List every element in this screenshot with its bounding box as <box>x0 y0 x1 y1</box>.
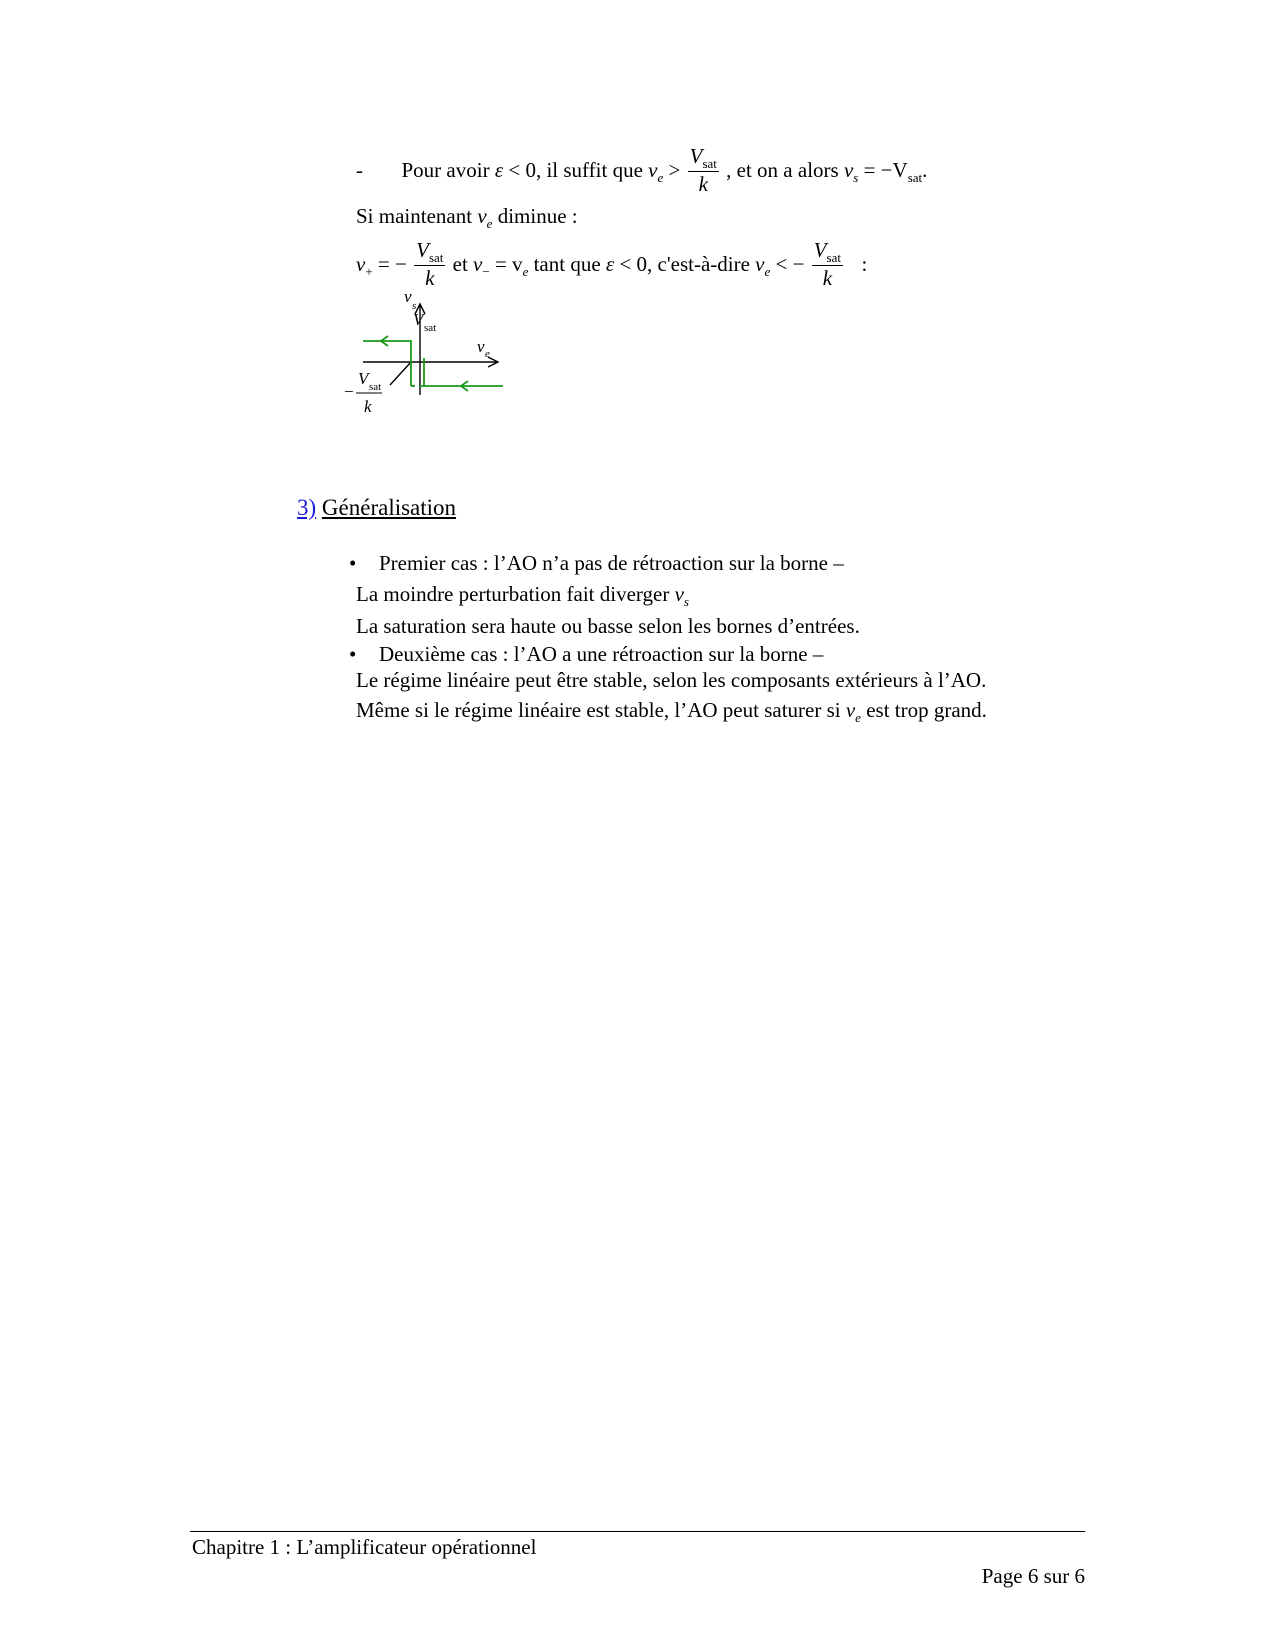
list-item <box>349 642 823 667</box>
var: v <box>477 204 487 228</box>
subscript: sat <box>907 169 923 185</box>
item-line <box>356 668 986 693</box>
subscript: e <box>855 710 861 725</box>
fraction <box>688 144 719 196</box>
subscript: sat <box>424 322 437 334</box>
subscript: e <box>485 348 490 360</box>
text: . <box>922 157 928 182</box>
var: k <box>698 172 708 196</box>
list-item <box>349 551 844 576</box>
footer-divider <box>190 1531 1085 1532</box>
text: < 0 <box>619 251 648 276</box>
section-heading <box>297 495 456 521</box>
ve-label: v <box>477 337 485 356</box>
var: V <box>416 238 429 262</box>
bullet-icon: • <box>349 642 357 666</box>
threshold-label: V <box>358 369 369 388</box>
text: Même si le régime linéaire est stable, l’AO peut saturer si <box>356 698 841 722</box>
subscript: e <box>657 169 664 185</box>
item-text: Deuxième cas : l’AO a une rétroaction sur la borne – <box>379 642 824 666</box>
var: v <box>473 251 483 276</box>
subscript: sat <box>826 250 841 265</box>
decrease-line <box>356 204 578 229</box>
diagonal-line <box>390 362 411 385</box>
subscript: s <box>853 169 859 185</box>
var: V <box>813 238 827 262</box>
section-number-link[interactable]: 3) <box>297 495 317 520</box>
epsilon: ε <box>605 251 615 276</box>
text: , et on a alors <box>726 157 839 182</box>
subscript: s <box>683 594 689 609</box>
var: V <box>689 144 703 168</box>
text: La moindre perturbation fait diverger <box>356 582 670 606</box>
minus-sign: − <box>344 382 354 401</box>
var: v <box>674 582 684 606</box>
subscript: e <box>764 263 771 279</box>
footer-page: Page 6 sur 6 <box>981 1564 1085 1588</box>
text: < 0 <box>508 157 536 182</box>
vs-label: v <box>404 287 412 306</box>
text: = v <box>494 251 523 276</box>
text: La saturation sera haute ou basse selon les bornes d’entrées. <box>356 614 860 638</box>
footer-chapter: Chapitre 1 : L’amplificateur opérationnel <box>192 1535 537 1559</box>
text: est trop grand. <box>866 698 987 722</box>
text: tant que <box>533 251 601 276</box>
var: v <box>755 251 765 276</box>
text: : <box>861 251 868 276</box>
item-text: Premier cas : l’AO n’a pas de rétroaction sur la borne – <box>379 551 844 575</box>
subscript: sat <box>369 381 382 393</box>
var: v <box>356 251 366 276</box>
subscript: + <box>365 263 373 279</box>
bullet-icon: • <box>349 551 357 575</box>
subscript: − <box>482 263 490 279</box>
section-title: Généralisation <box>321 495 457 520</box>
fraction <box>812 238 843 290</box>
text: Si maintenant <box>356 204 473 228</box>
var: v <box>843 157 854 182</box>
dash-marker: - <box>356 157 363 182</box>
k-label: k <box>364 397 372 416</box>
text: Pour avoir <box>401 157 490 182</box>
equation-line <box>356 240 867 292</box>
text: = − <box>377 251 407 276</box>
item-line <box>356 698 987 723</box>
text: et <box>452 251 468 276</box>
fraction <box>414 238 445 290</box>
var: k <box>425 266 435 290</box>
item-line <box>356 614 860 639</box>
condition-line <box>356 146 927 198</box>
text: , il suffit que <box>535 157 643 182</box>
subscript: sat <box>702 156 717 171</box>
subscript: e <box>486 216 493 231</box>
subscript: e <box>522 263 529 279</box>
text: = −V <box>863 157 908 182</box>
text: > <box>668 157 681 182</box>
var: v <box>648 157 658 182</box>
text: , c'est-à-dire <box>647 251 750 276</box>
var: v <box>845 698 856 722</box>
text: Le régime linéaire peut être stable, selon les composants extérieurs à l’AO. <box>356 668 987 692</box>
text: < − <box>775 251 805 276</box>
var: k <box>822 266 833 290</box>
epsilon: ε <box>494 157 504 182</box>
subscript: sat <box>428 250 444 265</box>
hysteresis-graph <box>340 287 520 438</box>
vsat-label: V <box>413 310 424 329</box>
subscript: s <box>412 300 417 312</box>
item-line <box>356 582 689 607</box>
text: diminue : <box>497 204 578 228</box>
